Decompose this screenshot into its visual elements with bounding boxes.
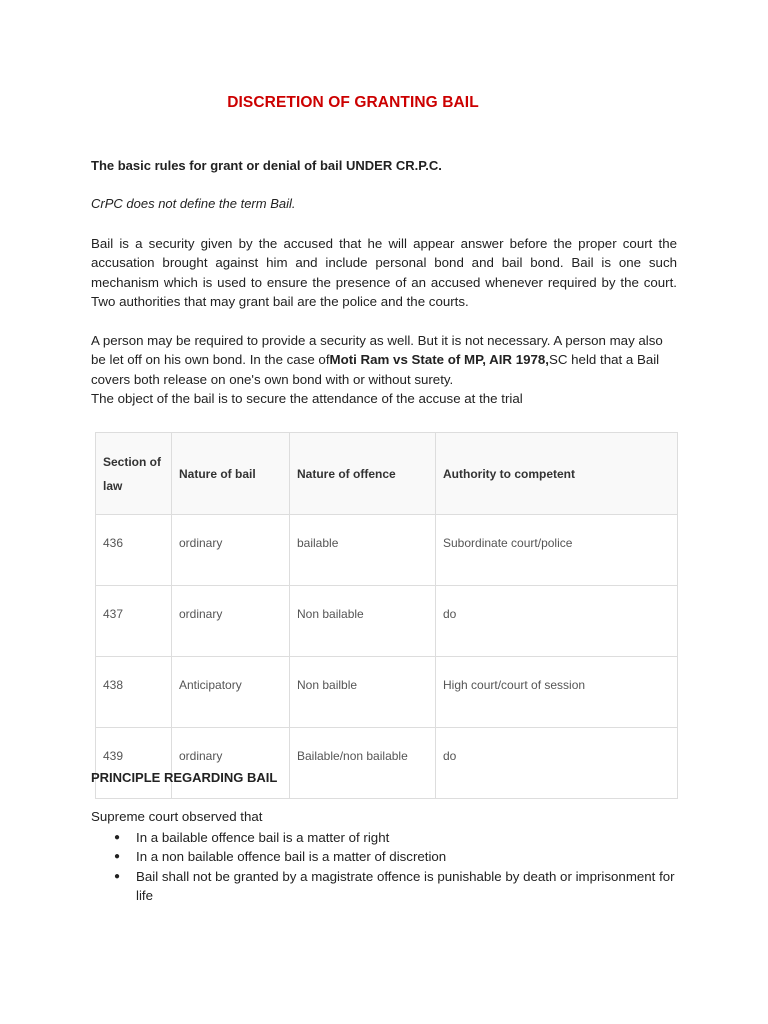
paragraph-moti-ram-part2: SC held that a Bail covers both release on one's own bond with or without surety. [91,352,660,387]
cell-authority: do [436,586,678,657]
cell-offence-nature: Non bailble [290,657,436,728]
paragraph-moti-ram [91,331,677,389]
bullet-icon: ● [114,832,121,843]
list-item [91,828,681,847]
bail-sections-table [95,432,678,799]
cell-bail-nature: ordinary [172,515,290,586]
cell-bail-nature: ordinary [172,586,290,657]
case-citation: Moti Ram vs State of MP, AIR 1978, [329,352,549,368]
paragraph-moti-ram-part1: A person may be required to provide a security as well. But it is not necessary. A person may also be let off on his own bond. In the case of [91,333,663,368]
cell-bail-nature: Anticipatory [172,657,290,728]
bullet-icon: ● [114,870,121,882]
principles-list [91,828,681,905]
cell-section: 438 [96,657,172,728]
table-header-row [96,433,678,515]
header-nature-of-offence: Nature of offence [290,433,436,515]
italic-note: CrPC does not define the term Bail. [91,196,296,211]
list-item-text: In a non bailable offence bail is a matter of discretion [136,849,447,865]
subheading: The basic rules for grant or denial of bail UNDER CR.P.C. [91,158,442,173]
cell-section: 437 [96,586,172,657]
header-section-of-law: Section of law [96,433,172,515]
cell-authority: High court/court of session [436,657,678,728]
cell-section: 436 [96,515,172,586]
table-row [96,586,678,657]
cell-authority: do [436,728,678,799]
paragraph-bail-definition: Bail is a security given by the accused that he will appear answer before the proper court the accusation brought against him and include personal bond and bail bond. Bail is one such mechanism which is used to ensure the presence of an accused whenever required by the court. Two authorities that may grant bail are the police and the courts. [91,236,677,309]
list-item-text: Bail shall not be granted by a magistrate offence is punishable by death or imprisonment for life [136,868,675,903]
supreme-court-line: Supreme court observed that [91,809,263,824]
cell-authority: Subordinate court/police [436,515,678,586]
list-item [91,867,681,906]
cell-section: 439 [96,728,172,799]
bullet-icon: ● [114,851,121,863]
header-nature-of-bail: Nature of bail [172,433,290,515]
cell-offence-nature: bailable [290,515,436,586]
list-item [91,847,681,866]
table-row [96,515,678,586]
principle-heading: PRINCIPLE REGARDING BAIL [91,770,278,785]
table-row [96,657,678,728]
document-title: DISCRETION OF GRANTING BAIL [227,94,479,111]
table-row [96,728,678,799]
cell-offence-nature: Non bailable [290,586,436,657]
header-authority: Authority to competent [436,433,678,515]
list-item-text: In a bailable offence bail is a matter of right [136,830,390,845]
cell-bail-nature: ordinary [172,728,290,799]
paragraph-object-of-bail: The object of the bail is to secure the attendance of the accuse at the trial [91,391,523,406]
cell-offence-nature: Bailable/non bailable [290,728,436,799]
